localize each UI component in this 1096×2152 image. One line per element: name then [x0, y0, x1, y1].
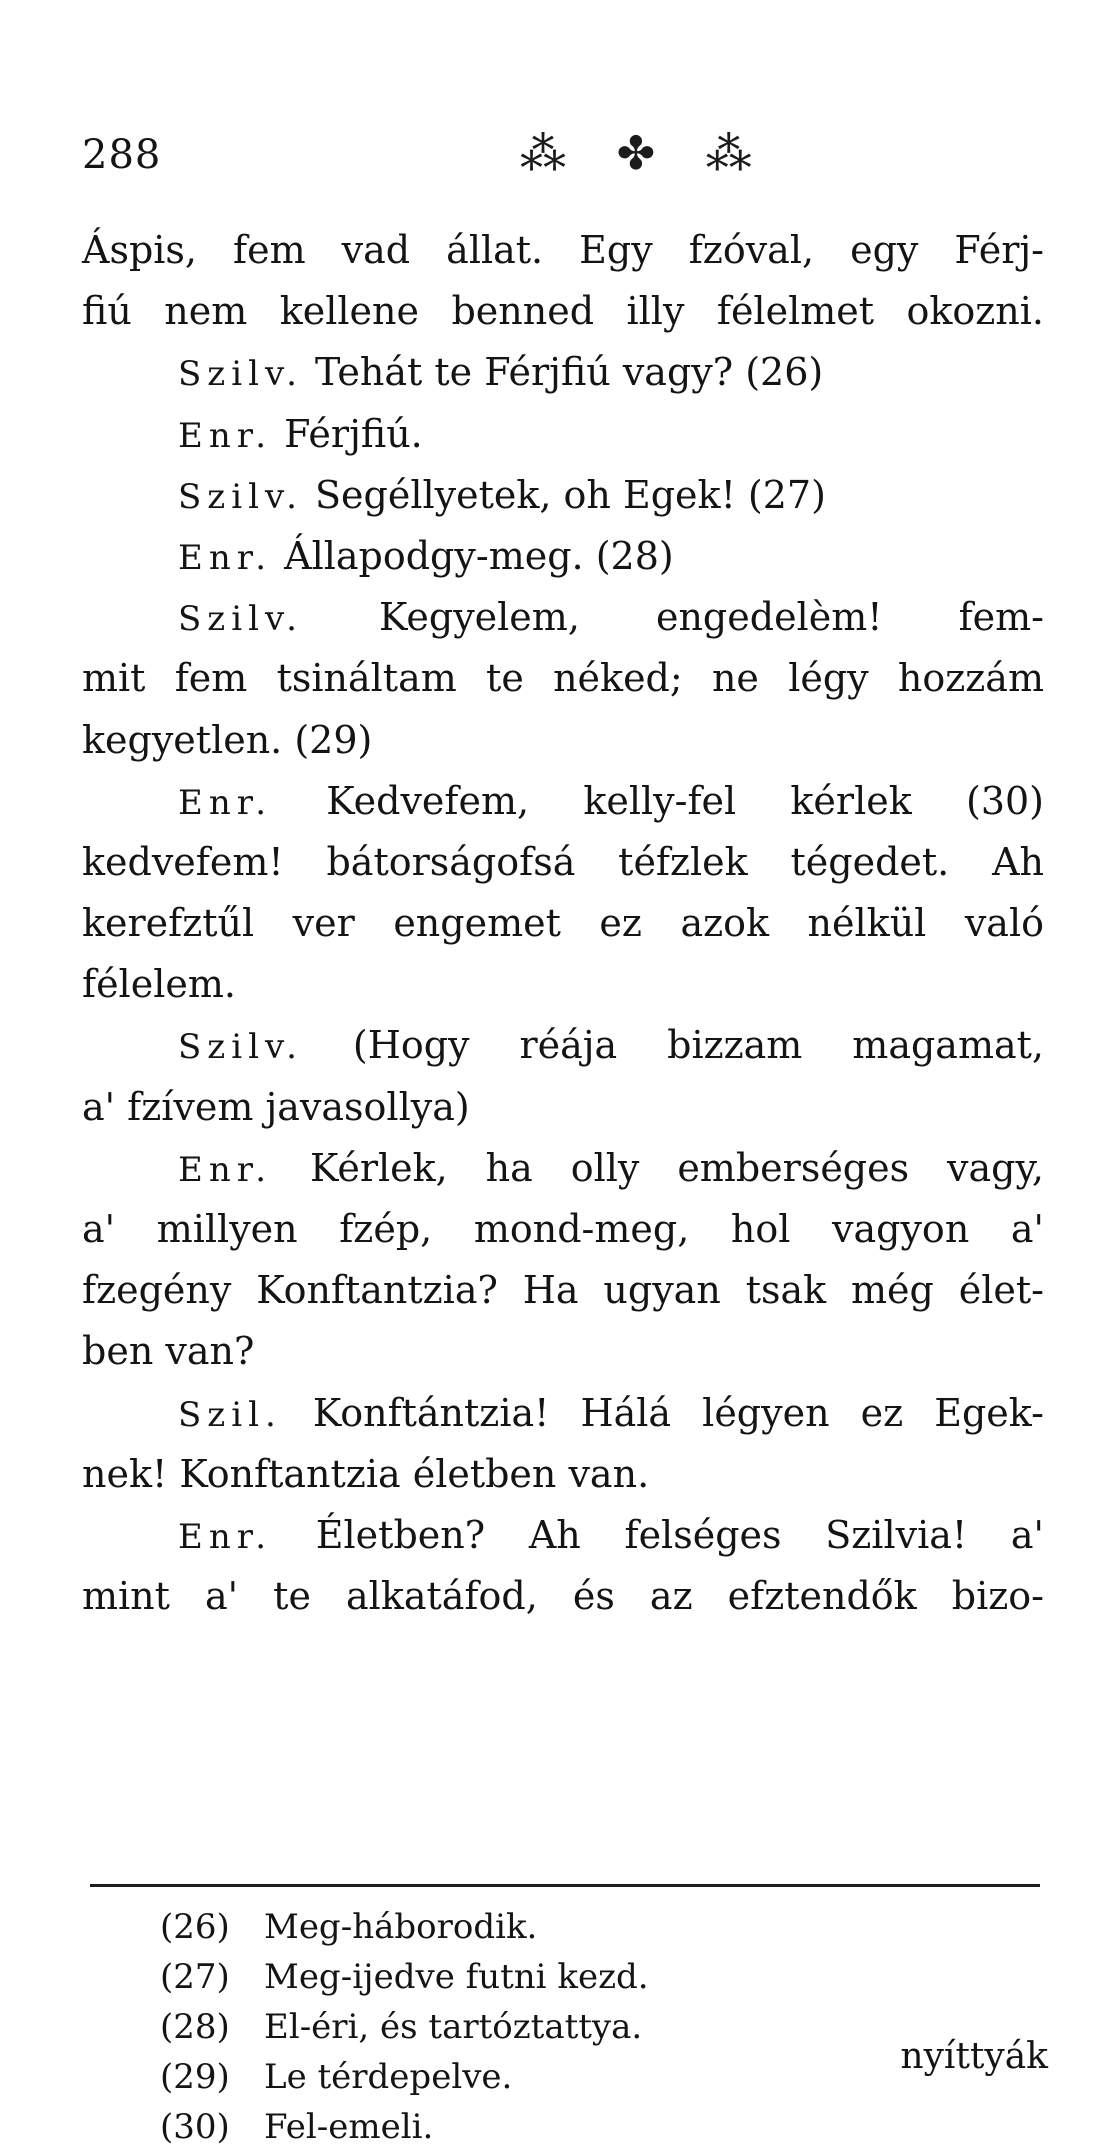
- text-line: [82, 954, 1044, 1015]
- line-text: kedvefem! bátorságofsá téfzlek tégedet. Ah: [82, 839, 1044, 884]
- footnote: [160, 2102, 1040, 2152]
- line-text: nek! Konftantzia életben van.: [82, 1451, 650, 1496]
- line-text: ben van?: [82, 1329, 255, 1374]
- line-text: a' fzívem javasollya): [82, 1084, 470, 1129]
- line-text: Tehát te Férjfiú vagy? (26): [302, 350, 824, 395]
- text-line: [82, 1444, 1044, 1505]
- footnote-text: Fel-emeli.: [264, 2107, 434, 2147]
- line-text: (Hogy réája bizzam magamat,: [302, 1023, 1044, 1068]
- line-text: kerefztűl ver engemet ez azok nélkül való: [82, 901, 1044, 946]
- text-line: [82, 465, 1044, 526]
- speaker-name: Szilv.: [178, 1027, 303, 1068]
- footnote-number: (27): [160, 1957, 230, 1997]
- line-text: Segéllyetek, oh Egek! (27): [302, 472, 826, 517]
- footnote-text: El-éri, és tartóztattya.: [264, 2007, 643, 2047]
- line-text: félelem.: [82, 962, 236, 1007]
- text-line: [82, 1321, 1044, 1382]
- page-header: [82, 126, 1042, 192]
- footnote: [160, 1902, 1040, 1952]
- line-text: fiú nem kellene benned illy félelmet okozni.: [82, 289, 1044, 334]
- speaker-name: Enr.: [178, 782, 273, 823]
- footnote-text: Meg-ijedve futni kezd.: [264, 1957, 649, 1997]
- line-text: fzegény Konftantzia? Ha ugyan tsak még élet-: [82, 1268, 1044, 1313]
- header-ornament: ⁂ ✤ ⁂: [520, 126, 770, 180]
- line-text: Áspis, fem vad állat. Egy fzóval, egy Férj-: [82, 228, 1044, 272]
- text-line: [82, 1260, 1044, 1321]
- footnotes: [160, 1902, 1040, 2152]
- text-line: [82, 710, 1044, 771]
- text-line: [82, 1077, 1044, 1138]
- catchword: nyíttyák: [900, 2036, 1048, 2077]
- text-line: [82, 342, 1044, 403]
- body-text: [82, 220, 1044, 1627]
- text-line: [82, 648, 1044, 709]
- line-text: mit fem tsináltam te néked; ne légy hozzám: [82, 656, 1044, 701]
- line-text: Konftántzia! Hálá légyen ez Egek-: [281, 1390, 1044, 1435]
- text-line: [82, 587, 1044, 648]
- text-line: [82, 1505, 1044, 1566]
- speaker-name: Szilv.: [178, 599, 303, 640]
- line-text: Állapodgy-meg. (28): [272, 533, 674, 578]
- footnote-number: (29): [160, 2057, 230, 2097]
- line-text: kegyetlen. (29): [82, 717, 373, 762]
- text-line: [82, 281, 1044, 342]
- text-line: [82, 404, 1044, 465]
- speaker-name: Szilv.: [178, 354, 303, 395]
- speaker-name: Szil.: [178, 1394, 282, 1435]
- line-text: Férjfiú.: [272, 411, 423, 456]
- page-number: 288: [82, 132, 162, 178]
- footnote-text: Le térdepelve.: [264, 2057, 513, 2097]
- line-text: mint a' te alkatáfod, és az efztendők bizo-: [82, 1574, 1044, 1619]
- line-text: Kegyelem, engedelèm! fem-: [302, 595, 1044, 640]
- speaker-name: Enr.: [178, 537, 273, 578]
- text-line: [82, 893, 1044, 954]
- line-text: Életben? Ah felséges Szilvia! a': [272, 1512, 1044, 1557]
- footnote-number: (28): [160, 2007, 230, 2047]
- speaker-name: Enr.: [178, 1149, 273, 1190]
- text-line: [82, 832, 1044, 893]
- footnote: [160, 1952, 1040, 2002]
- text-line: [82, 1138, 1044, 1199]
- text-line: [82, 1199, 1044, 1260]
- line-text: Kérlek, ha olly emberséges vagy,: [272, 1145, 1044, 1190]
- footnote-number: (30): [160, 2107, 230, 2147]
- footnote-divider: [90, 1884, 1040, 1887]
- line-text: a' millyen fzép, mond-meg, hol vagyon a': [82, 1207, 1044, 1251]
- text-line: [82, 771, 1044, 832]
- text-line: [82, 220, 1044, 281]
- footnote-text: Meg-háborodik.: [264, 1907, 538, 1947]
- footnote-number: (26): [160, 1907, 230, 1947]
- text-line: [82, 1566, 1044, 1627]
- text-line: [82, 526, 1044, 587]
- speaker-name: Szilv.: [178, 476, 303, 517]
- text-line: [82, 1015, 1044, 1076]
- speaker-name: Enr.: [178, 415, 273, 456]
- line-text: Kedvefem, kelly-fel kérlek (30): [272, 778, 1044, 823]
- text-line: [82, 1383, 1044, 1444]
- speaker-name: Enr.: [178, 1516, 273, 1557]
